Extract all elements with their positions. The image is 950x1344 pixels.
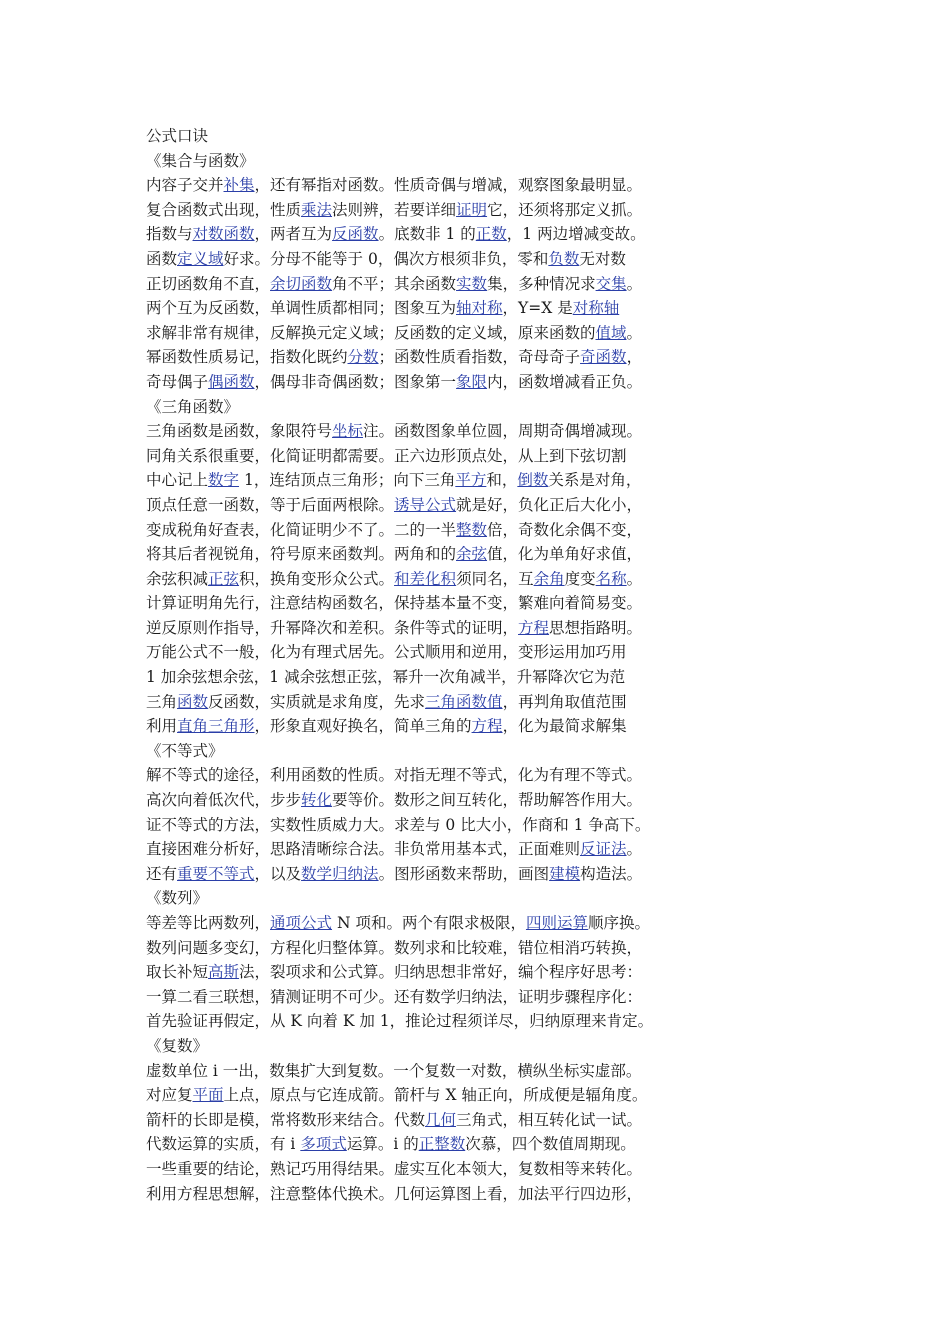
text-segment: 。底数非 1 的 [378,225,476,244]
text-segment: 利用方程思想解，注意整体代换术。几何运算图上看，加法平行四边形， [146,1184,643,1203]
text-line [146,1157,686,1182]
text-segment: 《复数》 [146,1036,209,1055]
term-link[interactable]: 通项公式 [270,914,333,932]
text-line [146,714,686,739]
text-segment: 三角 [146,692,178,711]
section-heading [146,1034,686,1059]
text-segment: 箭杆的长即是模，常将数形来结合。代数 [146,1110,426,1129]
text-segment: 余弦积减 [146,569,209,588]
text-segment: 。 [626,840,643,859]
text-segment: 变成税角好查表，化简证明少不了。二的一半 [146,520,457,539]
term-link[interactable]: 转化 [301,791,333,810]
term-link[interactable]: 数字 [208,471,240,490]
text-segment: 取长补短 [146,963,209,982]
text-segment: 正切函数角不直， [146,274,271,293]
term-link[interactable]: 奇函数 [580,348,627,367]
text-segment: 函数 [146,249,178,268]
term-link[interactable]: 多项式 [300,1135,347,1154]
term-link[interactable]: 余角 [533,569,565,588]
text-segment: 次慕，四个数值周期现。 [465,1135,636,1154]
text-segment: 一些重要的结论，熟记巧用得结果。虚实互化本领大，复数相等来转化。 [146,1159,643,1178]
term-link[interactable]: 补集 [223,176,255,195]
text-line [146,296,686,321]
term-link[interactable]: 方程 [518,618,550,637]
text-segment: ，再判角取值范围 [502,692,627,711]
term-link[interactable]: 交集 [595,274,627,293]
text-line [146,591,686,616]
text-segment: 构造法。 [580,864,643,883]
term-link[interactable]: 四则运算 [525,914,588,932]
text-line [146,1132,686,1157]
text-segment: 虚数单位 i 一出，数集扩大到复数。一个复数一对数，横纵坐标实虚部。 [146,1061,642,1080]
text-segment: 还有 [146,864,178,883]
text-segment: 幂函数性质易记，指数化既约 [146,348,348,367]
text-line [146,518,686,543]
term-link[interactable]: 平方 [455,471,487,490]
text-line [146,911,686,936]
term-link[interactable]: 平面 [192,1086,224,1105]
text-segment: 。 [626,569,643,588]
term-link[interactable]: 反函数 [332,225,379,244]
term-link[interactable]: 余弦 [456,545,488,564]
text-segment: ， [626,348,643,367]
text-line [146,837,686,862]
text-segment: 《三角函数》 [146,397,240,416]
text-segment: 利用 [146,717,178,736]
text-segment: 。 [626,323,643,342]
text-segment: ，偶母非奇偶函数；图象第一 [254,372,457,391]
text-line [146,690,686,715]
term-link[interactable]: 定义域 [177,249,224,268]
text-line [146,788,686,813]
text-line [146,1009,686,1034]
text-line [146,1083,686,1108]
text-line [146,763,686,788]
text-line [146,1059,686,1084]
text-line [146,444,686,469]
page-title: 公式口诀 [146,127,209,145]
text-segment: 运算。i 的 [346,1135,419,1154]
section-heading [146,886,686,911]
text-segment: ，还有幂指对函数。性质奇偶与增减，观察图象最明显。 [254,176,643,195]
term-link[interactable]: 乘法 [301,200,333,219]
text-segment: 《集合与函数》 [146,151,255,170]
text-segment: 直接困难分析好，思路清晰综合法。非负常用基本式，正面难则 [146,840,581,859]
term-link[interactable]: 正整数 [418,1135,466,1154]
document-body [146,124,686,1206]
text-line [146,862,686,887]
text-segment: ，两者互为 [254,225,333,244]
text-segment: 同角关系很重要，化简证明都需要。正六边形顶点处，从上到下弦切割 [146,446,627,465]
text-segment: 关系是对角， [548,471,642,490]
text-segment: 将其后者视锐角，符号原来函数判。两角和的 [146,545,457,564]
text-line [146,321,686,346]
text-segment: 积，换角变形众公式。 [239,569,395,588]
term-link[interactable]: 实数 [456,274,488,293]
text-segment: N 项和。两个有限求极限， [332,914,526,932]
text-segment: ，Y=X 是 [502,299,573,318]
term-link[interactable]: 正数 [475,225,507,244]
term-link[interactable]: 象限 [456,372,488,391]
text-line [146,222,686,247]
term-link[interactable]: 偶函数 [208,372,255,391]
text-segment: 一算二看三联想，猜测证明不可少。还有数学归纳法，证明步骤程序化： [146,987,643,1006]
text-line [146,936,686,961]
text-line [146,198,686,223]
text-segment: 倍，奇数化余偶不变， [487,520,643,539]
text-line [146,665,686,690]
text-segment: 无对数 [579,249,626,268]
text-segment: ，以及 [254,864,302,883]
text-line [146,960,686,985]
text-line [146,247,686,272]
term-link[interactable]: 建模 [549,864,581,883]
term-link[interactable]: 三角函数值 [425,692,503,711]
text-segment: 要等价。数形之间互转化，帮助解答作用大。 [332,791,643,810]
term-link[interactable]: 分数 [347,348,379,367]
text-segment: ；函数性质看指数，奇母奇子 [378,348,581,367]
text-segment: 角不平；其余函数 [332,274,457,293]
text-line [146,419,686,444]
text-segment: ，化为最简求解集 [502,717,627,736]
text-segment: 法则辨，若要详细 [332,200,457,219]
section-heading [146,739,686,764]
term-link[interactable]: 轴对称 [456,299,503,318]
text-line [146,1182,686,1207]
text-segment: 《不等式》 [146,741,224,760]
text-segment: 三角式，相互转化试一试。 [456,1110,643,1129]
text-segment: 反函数，实质就是求角度，先求 [208,692,426,711]
term-link[interactable]: 几何 [425,1110,457,1129]
term-link[interactable]: 值域 [595,323,627,342]
text-line [146,567,686,592]
text-segment: 对应复 [146,1086,193,1105]
text-line [146,173,686,198]
text-segment: 1，连结顶点三角形；向下三角 [239,471,456,490]
text-segment: 等差等比两数列， [146,914,271,932]
text-segment: 指数与 [146,225,193,244]
term-link[interactable]: 诱导公式 [394,495,457,514]
text-segment: 奇母偶子 [146,372,209,391]
term-link[interactable]: 方程 [471,717,503,736]
text-segment: 解不等式的途径，利用函数的性质。对指无理不等式，化为有理不等式。 [146,766,643,785]
text-segment: 计算证明角先行，注意结构函数名，保持基本量不变，繁难向着简易变。 [146,594,643,613]
text-line [146,1108,686,1133]
term-link[interactable]: 对称轴 [572,299,620,318]
text-segment: 逆反原则作指导，升幂降次和差积。条件等式的证明， [146,618,519,637]
term-link[interactable]: 正弦 [208,569,240,588]
text-segment: ，1 两边增减变故。 [506,225,646,244]
text-line [146,468,686,493]
term-link[interactable]: 数学归纳法 [301,864,379,883]
text-segment: 复合函数式出现，性质 [146,200,302,219]
term-link[interactable]: 反证法 [580,840,627,859]
text-segment: 。 [626,274,643,293]
term-link[interactable]: 余切函数 [270,274,333,293]
text-segment: 中心记上 [146,471,209,490]
text-segment: 三角函数是函数，象限符号 [146,422,333,441]
text-segment: 上点，原点与它连成箭。箭杆与 X 轴正向，所成便是辐角度。 [223,1086,648,1105]
term-link[interactable]: 倒数 [517,471,549,490]
text-segment: 思想指路明。 [549,618,643,637]
term-link[interactable]: 坐标 [332,422,364,441]
text-segment: 注。函数图象单位圆，周期奇偶增减现。 [363,422,643,441]
term-link[interactable]: 整数 [456,520,488,539]
text-segment: 求解非常有规律，反解换元定义域；反函数的定义域，原来函数的 [146,323,596,342]
term-link[interactable]: 和差化积 [394,569,457,588]
text-segment: 两个互为反函数，单调性质都相同；图象互为 [146,299,457,318]
text-segment: 它，还须将那定义抓。 [487,200,643,219]
text-line [146,985,686,1010]
text-segment: 度变 [564,569,596,588]
term-link[interactable]: 名称 [595,569,627,588]
text-line [146,542,686,567]
text-line [146,272,686,297]
term-link[interactable]: 函数 [177,692,209,711]
term-link[interactable]: 直角三角形 [177,717,255,736]
text-segment: 好求。分母不能等于 0，偶次方根须非负，零和 [223,249,549,268]
section-heading [146,395,686,420]
text-segment: 内，函数增减看正负。 [487,372,643,391]
text-segment: 代数运算的实质，有 i [146,1135,301,1154]
text-segment: 顺序换。 [587,914,650,932]
text-segment: 集，多种情况求 [487,274,596,293]
text-segment: 就是好，负化正后大化小， [456,495,643,514]
text-line [146,813,686,838]
term-link[interactable]: 高斯 [208,963,240,982]
text-segment: 万能公式不一般，化为有理式居先。公式顺用和逆用，变形运用加巧用 [146,643,627,662]
text-segment: 1 加余弦想余弦，1 减余弦想正弦，幂升一次角减半，升幂降次它为范 [146,668,626,687]
text-line [146,616,686,641]
text-segment: 。图形函数来帮助，画图 [378,864,550,883]
text-line [146,640,686,665]
text-segment: 首先验证再假定，从 K 向着 K 加 1，推论过程须详尽，归纳原理来肯定。 [146,1012,654,1031]
text-segment: 高次向着低次代，步步 [146,791,302,810]
text-segment: 内容子交并 [146,176,224,195]
text-segment: 《数列》 [146,889,209,908]
term-link[interactable]: 对数函数 [192,225,255,244]
text-segment: 须同名，互 [456,569,534,588]
text-segment: ，形象直观好换名，简单三角的 [254,717,472,736]
text-line [146,493,686,518]
text-segment: 法，裂项求和公式算。归纳思想非常好，编个程序好思考： [239,963,643,982]
text-segment: 和， [486,471,518,490]
term-link[interactable]: 重要不等式 [177,864,255,883]
text-segment: 数列问题多变幻，方程化归整体算。数列求和比较难，错位相消巧转换， [146,938,643,957]
text-line [146,345,686,370]
section-heading [146,149,686,174]
term-link[interactable]: 证明 [456,200,488,219]
text-segment: 值，化为单角好求值， [487,545,643,564]
text-segment: 证不等式的方法，实数性质威力大。求差与 0 比大小，作商和 1 争高下。 [146,815,651,834]
text-segment: 顶点任意一函数，等于后面两根除。 [146,495,395,514]
term-link[interactable]: 负数 [548,249,580,268]
text-line [146,370,686,395]
